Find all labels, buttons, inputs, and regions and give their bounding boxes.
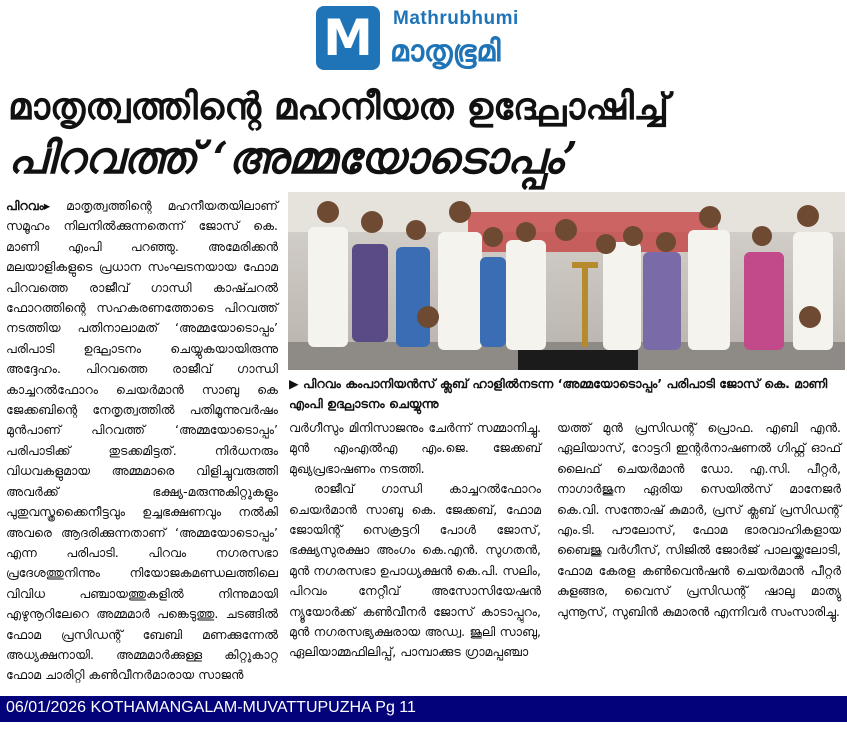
footer-bar (0, 696, 847, 722)
brand-name-malayalam: മാതൃഭൂമി (390, 34, 501, 69)
article-text-col1: മാതൃത്വത്തിന്റെ മഹനീയതയിലാണ് സമൂഹം നിലനിൽക്കുന്നതെന്ന് ജോസ് കെ. മാണി എംപി പറഞ്ഞു. അമേരിക്കൻ മലയാളികളുടെ പ്രധാന സംഘടനയായ ഫോമ പിറവത്തെ രാജീവ് ഗാന്ധി കാഷ്ചറൽ ഫോറത്തിന്റെ സഹകരണത്തോടെ പിറവത്ത് നടത്തിയ പതിനാലാമത് ‘അമ്മയോടൊപ്പം’ പരിപാടി ഉദ്ഘാടനം ചെയ്യുകയായിരുന്നു അദ്ദേഹം. പിറവത്തെ രാജീവ് ഗാന്ധി കാച്ചറൽഫോറം ചെയർമാൻ സാബു കെ ജേക്കബിന്റെ നേതൃത്വത്തിൽ പതിമൂന്നുവർഷം മുൻപാണ് പിറവത്ത് ‘അമ്മയോടൊപ്പം’ പരിപാടിക്ക് തുടക്കമിട്ടത്. നിർധനരും വിധവകളുമായ അമ്മമാരെ വിളിച്ചുവരുത്തി അവർക്ക് ഭക്ഷ്യ-മരുന്നുകിറ്റുകളും പുതുവസ്ത്രക്കൈനീട്ടവും ഉച്ചഭക്ഷണവും നൽകി അവരെ ആദരിക്കുന്നതാണ് ‘അമ്മയോടൊപ്പം’ എന്ന പരിപാടി. പിറവം നഗരസഭാ പ്രദേശത്തുനിന്നും നിയോജകമണ്ഡലത്തിലെ വിവിധ പഞ്ചായത്തുകളിൽ നിന്നുമായി എഴുനൂറിലേറെ അമ്മമാർ പങ്കെടുത്തു. ചടങ്ങിൽ ഫോമ പ്രസിഡന്റ് ബേബി മണക്കുന്നേൽ അധ്യക്ഷനായി. അമ്മമാർക്കുള്ള കിറ്റുകാറ്റ ഫോമ ചാരിറ്റി കൺവീനർമാരായ സാജൻ (6, 198, 278, 683)
article-text-col3: യത്ത് മുൻ പ്രസിഡന്റ് പ്രൊഫ. എബി എൻ. ഏലിയാസ്, റോട്ടറി ഇന്റർനാഷണൽ ഗിഫ്റ്റ് ഓഫ് ലൈഫ് ചെയർമാൻ ഡോ. എ.സി. പീറ്റർ, നാഗാർജുന ഏരിയ സെയിൽസ് മാനേജർ കെ.വി. സന്തോഷ് കുമാർ, പ്രസ് ക്ലബ് പ്രസിഡന്റ് എം.ടി. പൗലോസ്, ഫോമ ഭാരവാഹികളായ ബൈജു വർഗീസ്, സിജിൽ ജോർജ് പാലയ്ക്കലോടി, ഫോമ കേരള കൺവെൻഷൻ ചെയർമാൻ പീറ്റർ കുളങ്ങര, വൈസ് പ്രസിഡന്റ് ഷാലു മാത്യു പുന്നൂസ്, സുബിൻ കുമാരൻ എന്നിവർ സംസാരിച്ചു. (557, 420, 841, 619)
mathrubhumi-logo (316, 6, 380, 70)
masthead (0, 0, 847, 80)
event-photo (288, 192, 845, 370)
article-text-col2-p1: വർഗീസും മിനിസാജനും ചേർന്ന് സമ്മാനിച്ചു. മുൻ എംഎൽഎ എം.ജെ. ജേക്കബ് മുഖ്യപ്രഭാഷണം നടത്തി. (289, 420, 541, 476)
bottom-margin (0, 722, 847, 746)
article-column-2 (289, 418, 541, 663)
event-photo-illustration (288, 192, 845, 370)
dateline: പിറവം▸ (6, 198, 51, 213)
brand-name-english: Mathrubhumi (393, 8, 519, 29)
article-text-col2-p2: രാജീവ് ഗാന്ധി കാച്ചറൽഫോറം ചെയർമാൻ സാബു കെ. ജേക്കബ്, ഫോമ ജോയിന്റ് സെക്രട്ടറി പോൾ ജോസ്, ഭക്ഷ്യസുരക്ഷാ അംഗം കെ.എൻ. സുഗതൻ, മുൻ നഗരസഭാ ഉപാധ്യക്ഷൻ കെ.പി. സലിം, പിറവം നേറ്റീവ് അസോസിയേഷൻ ന്യൂയോർക്ക് കൺവീനർ ജോസ് കാടാപ്പുറം, മുൻ നഗരസഭ്യക്ഷരായ അഡ്വ. ജൂലി സാബു, ഏലിയാമ്മഫിലിപ്പ്, പാമ്പാക്കുട ഗ്രാമപ്പഞ്ചാ (289, 481, 541, 660)
headline-line-1: മാതൃത്വത്തിന്റെ മഹനീയത ഉദ്ഘോഷിച്ച് (8, 85, 669, 128)
headline-line-2: പിറവത്ത് ‘അമ്മയോടൊപ്പം’ (8, 133, 578, 184)
photo-caption-text: പിറവം കംപാനിയൻസ് ക്ലബ് ഹാളിൽനടന്ന ‘അമ്മയോടൊപ്പം’ പരിപാടി ജോസ് കെ. മാണി എംപി ഉദ്ഘാടനം ചെയ്യുന്നു (289, 376, 828, 411)
logo-letter: M (323, 9, 373, 67)
play-marker-icon: ▶ (289, 376, 299, 391)
footer-edition-text: 06/01/2026 KOTHAMANGALAM-MUVATTUPUZHA Pg 11 (6, 699, 416, 716)
article-column-3 (557, 418, 841, 622)
article-column-1 (6, 196, 278, 686)
photo-caption (289, 374, 844, 414)
